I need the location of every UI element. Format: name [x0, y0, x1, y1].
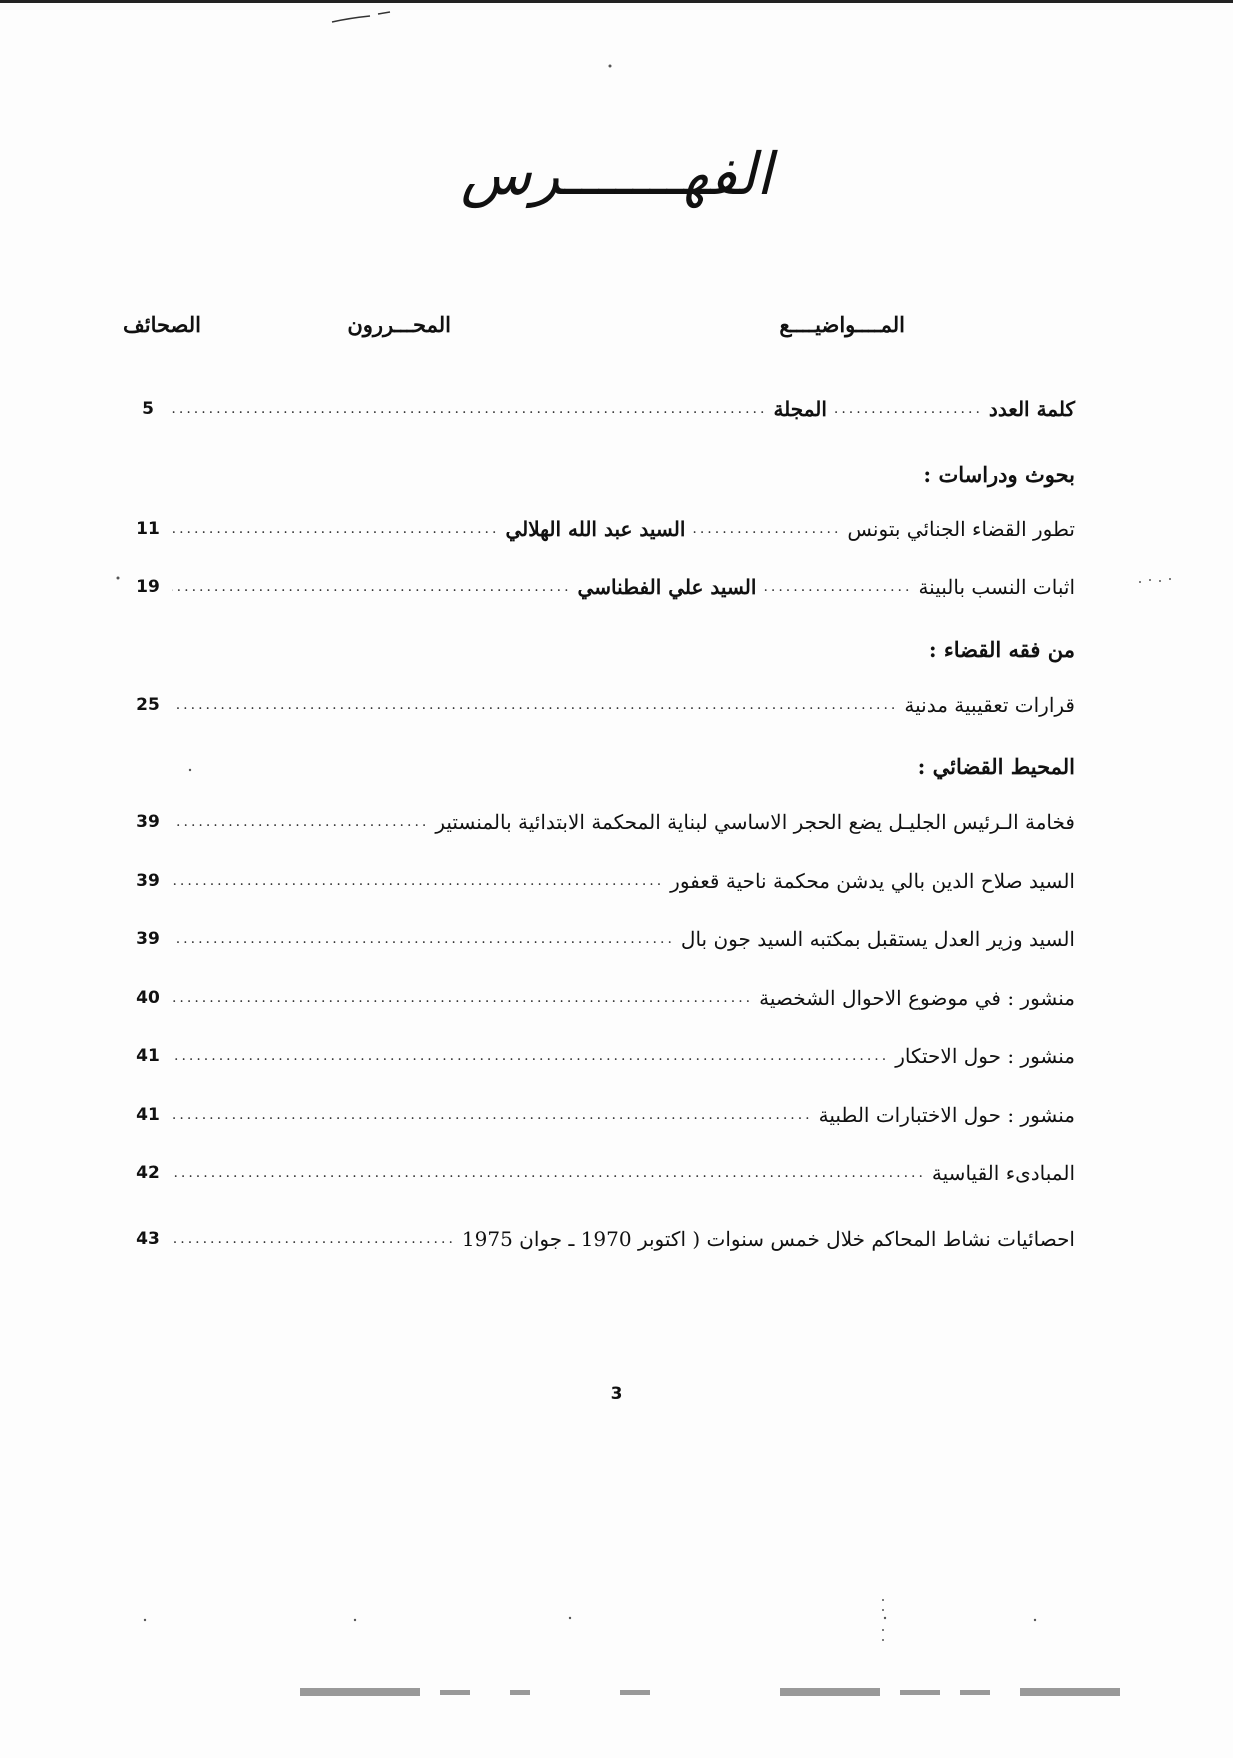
toc-row	[130, 864, 1075, 898]
pen-mark	[330, 8, 410, 28]
toc-topic: كلمة العدد	[988, 397, 1075, 421]
toc-page-number: 39	[136, 871, 160, 891]
page-number: 3	[610, 1384, 623, 1404]
toc-topic: المبادىء القياسية	[931, 1161, 1075, 1185]
dot-leader	[762, 570, 912, 604]
toc-page-number: 39	[136, 812, 160, 832]
toc-topic: اثبات النسب بالبينة	[918, 575, 1075, 599]
dot-leader	[833, 392, 983, 426]
dot-leader	[172, 1098, 813, 1132]
toc-topic: فخامة الـرئيس الجليـل يضع الحجر الاساسي لبناية المحكمة الابتدائية بالمنستير	[435, 810, 1075, 834]
dot-leader	[172, 1156, 926, 1190]
toc-page-number: 41	[136, 1046, 160, 1066]
toc-row	[130, 688, 1075, 722]
toc-row	[130, 805, 1075, 839]
dot-leader	[172, 1039, 889, 1073]
toc-row	[130, 922, 1075, 956]
dot-leader	[172, 512, 499, 546]
section-heading: من فقه القضاء :	[928, 637, 1075, 662]
toc-row	[130, 981, 1075, 1015]
toc-topic: السيد صلاح الدين بالي يدشن محكمة ناحية قعفور	[670, 869, 1075, 893]
toc-row	[130, 1039, 1075, 1073]
toc-page-number: 40	[136, 988, 160, 1008]
toc-author: المجلة	[773, 397, 827, 421]
dot-leader	[172, 1222, 456, 1256]
dot-leader	[172, 922, 675, 956]
toc-row	[130, 1098, 1075, 1132]
toc-topic: منشور : حول الاختبارات الطبية	[818, 1103, 1075, 1127]
dot-leader	[172, 864, 664, 898]
column-header-pages: الصحائف	[123, 312, 201, 337]
toc-author: السيد عبد الله الهلالي	[505, 517, 686, 541]
toc-page-number: 5	[142, 399, 154, 419]
toc-topic: منشور : في موضوع الاحوال الشخصية	[759, 986, 1075, 1010]
page-top-edge	[0, 0, 1233, 3]
toc-row	[130, 392, 1075, 426]
toc-topic: منشور : حول الاحتكار	[895, 1044, 1075, 1068]
toc-topic: احصائيات نشاط المحاكم خلال خمس سنوات ( اكتوبر 1970 ـ جوان 1975	[461, 1227, 1075, 1251]
toc-topic: تطور القضاء الجنائي بتونس	[847, 517, 1075, 541]
toc-page-number: 11	[136, 519, 160, 539]
page-title: الفهـــــــرس	[460, 140, 773, 208]
toc-row	[130, 570, 1075, 604]
toc-row	[130, 1222, 1075, 1256]
dot-leader	[172, 805, 429, 839]
toc-page-number: 42	[136, 1163, 160, 1183]
dot-leader	[691, 512, 841, 546]
dot-leader	[172, 570, 572, 604]
toc-page-number: 19	[136, 577, 160, 597]
toc-topic: قرارات تعقيبية مدنية	[904, 693, 1075, 717]
toc-page-number: 39	[136, 929, 160, 949]
toc-page-number: 25	[136, 695, 160, 715]
column-header-topics: المــــواضيــــع	[779, 312, 905, 337]
toc-row	[130, 512, 1075, 546]
toc-author: السيد علي الفطناسي	[577, 575, 757, 599]
column-header-authors: المحـــررون	[347, 312, 451, 337]
dot-leader	[172, 981, 753, 1015]
toc-page-number: 43	[136, 1229, 160, 1249]
toc-topic: السيد وزير العدل يستقبل بمكتبه السيد جون بال	[680, 927, 1075, 951]
dot-leader	[172, 688, 898, 722]
section-heading: المحيط القضائي :	[917, 754, 1075, 779]
section-heading: بحوث ودراسات :	[923, 462, 1075, 487]
toc-row	[130, 1156, 1075, 1190]
toc-page-number: 41	[136, 1105, 160, 1125]
dot-leader	[172, 392, 767, 426]
